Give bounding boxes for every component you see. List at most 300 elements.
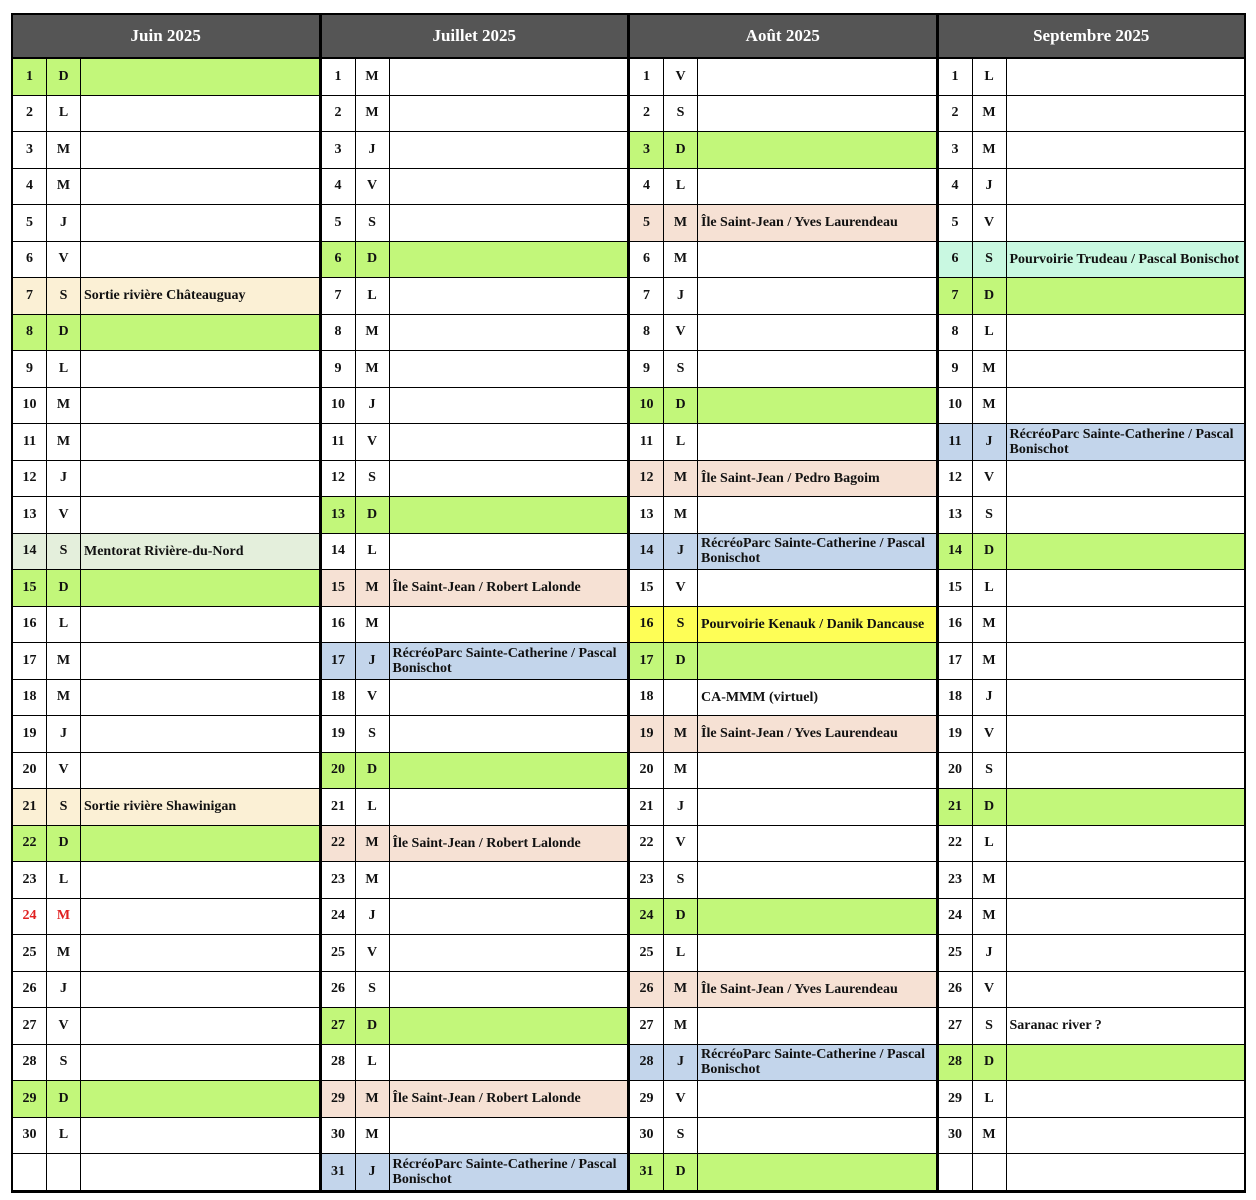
day-number: 12	[939, 461, 973, 497]
weekday-letter: L	[356, 789, 390, 825]
weekday-letter: M	[973, 96, 1007, 132]
weekday-letter: L	[356, 1045, 390, 1081]
event-cell	[81, 205, 319, 241]
day-row	[13, 680, 319, 717]
event-cell: Île Saint-Jean / Robert Lalonde	[392, 835, 581, 851]
day-row	[13, 862, 319, 899]
event-cell	[390, 424, 628, 460]
day-row	[13, 1008, 319, 1045]
event-cell	[1007, 315, 1245, 351]
weekday-letter: M	[47, 643, 81, 679]
day-row	[630, 534, 936, 571]
event-cell: RécréoParc Sainte-Catherine / Pascal Bonischot	[701, 536, 926, 567]
day-number: 11	[13, 424, 47, 460]
weekday-letter: L	[664, 424, 698, 460]
event-cell	[81, 826, 319, 862]
day-row	[13, 388, 319, 425]
day-row	[13, 607, 319, 644]
weekday-letter: V	[973, 716, 1007, 752]
day-number: 6	[630, 242, 664, 278]
weekday-letter	[664, 680, 698, 716]
event-cell	[698, 862, 936, 898]
event-cell	[1007, 643, 1245, 679]
weekday-letter: J	[356, 643, 390, 679]
weekday-letter: M	[973, 1118, 1007, 1154]
weekday-letter: M	[356, 1118, 390, 1154]
day-number	[939, 1154, 973, 1190]
event-cell	[1007, 935, 1245, 971]
month-column	[630, 15, 936, 1191]
day-row	[939, 972, 1245, 1009]
event-cell	[1007, 59, 1245, 95]
weekday-letter: L	[47, 1118, 81, 1154]
day-row	[13, 1045, 319, 1082]
day-row	[939, 1118, 1245, 1155]
event-cell	[1007, 205, 1245, 241]
weekday-letter: M	[973, 388, 1007, 424]
weekday-letter: M	[664, 753, 698, 789]
weekday-letter: S	[973, 753, 1007, 789]
event-cell	[81, 899, 319, 935]
day-row	[630, 862, 936, 899]
day-row	[630, 424, 936, 461]
event-cell	[390, 899, 628, 935]
day-row	[13, 315, 319, 352]
day-row	[322, 607, 628, 644]
event-cell	[81, 242, 319, 278]
weekday-letter: D	[664, 388, 698, 424]
event-cell	[1007, 1118, 1245, 1154]
weekday-letter: M	[356, 607, 390, 643]
weekday-letter: V	[973, 972, 1007, 1008]
day-row	[939, 680, 1245, 717]
event-cell	[390, 315, 628, 351]
day-row	[939, 570, 1245, 607]
day-row	[630, 716, 936, 753]
weekday-letter: V	[973, 461, 1007, 497]
day-number: 26	[13, 972, 47, 1008]
day-row	[630, 935, 936, 972]
weekday-letter: D	[47, 59, 81, 95]
weekday-letter: S	[47, 534, 81, 570]
day-row	[630, 169, 936, 206]
day-row	[322, 899, 628, 936]
day-number: 5	[630, 205, 664, 241]
day-row	[630, 1008, 936, 1045]
day-number: 10	[322, 388, 356, 424]
event-cell	[1007, 899, 1245, 935]
day-row	[13, 935, 319, 972]
event-cell	[1007, 862, 1245, 898]
day-number: 24	[13, 899, 47, 935]
weekday-letter: S	[356, 461, 390, 497]
day-number: 10	[13, 388, 47, 424]
day-row	[13, 351, 319, 388]
day-row	[322, 1154, 628, 1191]
weekday-letter: V	[664, 315, 698, 351]
day-number: 22	[939, 826, 973, 862]
day-row	[322, 132, 628, 169]
event-cell	[390, 205, 628, 241]
event-cell: Pourvoirie Trudeau / Pascal Bonischot	[1009, 251, 1240, 267]
day-row	[939, 1045, 1245, 1082]
weekday-letter: M	[664, 716, 698, 752]
day-row	[322, 59, 628, 96]
day-number: 14	[322, 534, 356, 570]
day-row	[939, 351, 1245, 388]
month-header: Juillet 2025	[322, 15, 628, 59]
day-row	[322, 862, 628, 899]
day-number: 29	[939, 1081, 973, 1117]
day-number: 2	[630, 96, 664, 132]
day-row	[630, 461, 936, 498]
event-cell: Île Saint-Jean / Yves Laurendeau	[701, 981, 898, 997]
day-number: 26	[939, 972, 973, 1008]
weekday-letter: M	[973, 899, 1007, 935]
event-cell	[81, 643, 319, 679]
day-number	[13, 1154, 47, 1190]
event-cell	[1007, 1045, 1245, 1081]
day-row	[13, 789, 319, 826]
day-number: 26	[322, 972, 356, 1008]
weekday-letter: D	[356, 497, 390, 533]
weekday-letter: S	[664, 96, 698, 132]
day-row	[939, 59, 1245, 96]
day-number: 22	[322, 826, 356, 862]
event-cell	[81, 680, 319, 716]
weekday-letter: V	[664, 59, 698, 95]
event-cell: Pourvoirie Kenauk / Danik Dancause	[701, 616, 925, 632]
month-column	[322, 15, 628, 1191]
day-row	[939, 935, 1245, 972]
event-cell	[81, 59, 319, 95]
day-number: 22	[630, 826, 664, 862]
weekday-letter: L	[356, 534, 390, 570]
event-cell	[1007, 169, 1245, 205]
day-row	[630, 59, 936, 96]
event-cell	[698, 643, 936, 679]
weekday-letter: S	[356, 972, 390, 1008]
weekday-letter: V	[47, 753, 81, 789]
day-number: 16	[939, 607, 973, 643]
event-cell	[698, 753, 936, 789]
day-number: 2	[13, 96, 47, 132]
event-cell	[1007, 570, 1245, 606]
weekday-letter: L	[47, 351, 81, 387]
day-row	[630, 497, 936, 534]
weekday-letter: J	[973, 424, 1007, 460]
day-number: 3	[322, 132, 356, 168]
day-row	[630, 388, 936, 425]
day-row	[322, 461, 628, 498]
day-number: 21	[13, 789, 47, 825]
weekday-letter: D	[664, 132, 698, 168]
day-row	[630, 351, 936, 388]
weekday-letter: D	[973, 534, 1007, 570]
weekday-letter: M	[356, 315, 390, 351]
day-row	[322, 570, 628, 607]
weekday-letter: D	[356, 1008, 390, 1044]
day-number: 22	[13, 826, 47, 862]
day-row	[13, 972, 319, 1009]
weekday-letter: S	[664, 607, 698, 643]
event-cell	[390, 607, 628, 643]
weekday-letter: M	[664, 497, 698, 533]
day-row	[13, 424, 319, 461]
weekday-letter: M	[356, 570, 390, 606]
day-number: 24	[939, 899, 973, 935]
month-header: Août 2025	[630, 15, 936, 59]
day-number: 7	[13, 278, 47, 314]
day-number: 4	[939, 169, 973, 205]
day-number: 9	[322, 351, 356, 387]
day-row	[322, 1118, 628, 1155]
day-number: 7	[630, 278, 664, 314]
day-row	[322, 789, 628, 826]
day-row	[322, 424, 628, 461]
day-number: 15	[939, 570, 973, 606]
day-row	[939, 789, 1245, 826]
day-row	[939, 899, 1245, 936]
day-number: 10	[630, 388, 664, 424]
event-cell	[81, 461, 319, 497]
event-cell: RécréoParc Sainte-Catherine / Pascal Bonischot	[1009, 426, 1234, 457]
day-row	[630, 1154, 936, 1191]
event-cell	[698, 96, 936, 132]
day-number: 29	[322, 1081, 356, 1117]
day-number: 20	[13, 753, 47, 789]
event-cell	[390, 242, 628, 278]
day-row	[322, 205, 628, 242]
event-cell	[390, 716, 628, 752]
day-row	[939, 461, 1245, 498]
weekday-letter: M	[973, 643, 1007, 679]
day-row	[939, 132, 1245, 169]
day-number: 19	[322, 716, 356, 752]
day-row	[939, 826, 1245, 863]
day-number: 9	[630, 351, 664, 387]
event-cell: Île Saint-Jean / Robert Lalonde	[392, 1091, 581, 1107]
event-cell	[698, 242, 936, 278]
day-row	[939, 497, 1245, 534]
day-row	[939, 315, 1245, 352]
day-row	[13, 899, 319, 936]
day-row	[13, 278, 319, 315]
day-number: 17	[322, 643, 356, 679]
event-cell: Île Saint-Jean / Yves Laurendeau	[701, 215, 898, 231]
day-number: 15	[13, 570, 47, 606]
day-row	[939, 643, 1245, 680]
weekday-letter	[973, 1154, 1007, 1190]
event-cell	[1007, 351, 1245, 387]
weekday-letter: L	[47, 96, 81, 132]
day-number: 1	[322, 59, 356, 95]
event-cell	[390, 972, 628, 1008]
weekday-letter: M	[356, 351, 390, 387]
day-number: 18	[630, 680, 664, 716]
event-cell	[1007, 96, 1245, 132]
day-number: 11	[939, 424, 973, 460]
day-number: 27	[630, 1008, 664, 1044]
day-row	[13, 570, 319, 607]
weekday-letter: M	[356, 59, 390, 95]
weekday-letter: S	[47, 789, 81, 825]
event-cell	[390, 789, 628, 825]
day-number: 23	[322, 862, 356, 898]
day-row	[939, 96, 1245, 133]
weekday-letter: L	[973, 1081, 1007, 1117]
event-cell	[81, 132, 319, 168]
weekday-letter: M	[47, 899, 81, 935]
day-number: 30	[630, 1118, 664, 1154]
weekday-letter: S	[664, 351, 698, 387]
day-row	[13, 826, 319, 863]
day-number: 28	[630, 1045, 664, 1081]
weekday-letter: J	[356, 899, 390, 935]
event-cell	[698, 899, 936, 935]
weekday-letter: M	[47, 935, 81, 971]
event-cell	[698, 1118, 936, 1154]
event-cell	[698, 1154, 936, 1190]
weekday-letter: S	[47, 278, 81, 314]
day-row	[630, 972, 936, 1009]
day-row	[322, 242, 628, 279]
weekday-letter: M	[664, 1008, 698, 1044]
day-number: 14	[630, 534, 664, 570]
day-row	[939, 607, 1245, 644]
day-number: 20	[322, 753, 356, 789]
day-number: 1	[630, 59, 664, 95]
weekday-letter	[47, 1154, 81, 1190]
day-number: 8	[630, 315, 664, 351]
event-cell	[390, 132, 628, 168]
event-cell	[390, 169, 628, 205]
day-number: 20	[630, 753, 664, 789]
day-row	[322, 169, 628, 206]
day-row	[939, 424, 1245, 461]
event-cell: CA-MMM (virtuel)	[701, 689, 819, 705]
weekday-letter: D	[47, 1081, 81, 1117]
weekday-letter: V	[47, 1008, 81, 1044]
weekday-letter: S	[664, 862, 698, 898]
day-number: 18	[322, 680, 356, 716]
event-cell: Sortie rivière Châteauguay	[84, 288, 246, 304]
event-cell	[390, 935, 628, 971]
weekday-letter: J	[356, 388, 390, 424]
day-number: 3	[13, 132, 47, 168]
day-row	[939, 1154, 1245, 1191]
event-cell	[81, 753, 319, 789]
event-cell	[1007, 497, 1245, 533]
day-row	[630, 680, 936, 717]
event-cell	[390, 534, 628, 570]
day-number: 15	[322, 570, 356, 606]
day-number: 25	[939, 935, 973, 971]
weekday-letter: V	[356, 169, 390, 205]
weekday-letter: M	[47, 424, 81, 460]
day-number: 6	[322, 242, 356, 278]
day-row	[13, 96, 319, 133]
weekday-letter: M	[973, 607, 1007, 643]
day-row	[939, 205, 1245, 242]
weekday-letter: V	[47, 497, 81, 533]
event-cell	[81, 497, 319, 533]
day-row	[322, 315, 628, 352]
weekday-letter: L	[664, 169, 698, 205]
day-row	[939, 1008, 1245, 1045]
event-cell: RécréoParc Sainte-Catherine / Pascal Bonischot	[392, 1156, 617, 1187]
event-cell	[390, 278, 628, 314]
event-cell	[698, 570, 936, 606]
day-row	[630, 315, 936, 352]
weekday-letter: V	[664, 570, 698, 606]
weekday-letter: M	[973, 351, 1007, 387]
day-row	[322, 1008, 628, 1045]
day-number: 12	[13, 461, 47, 497]
month-header: Juin 2025	[13, 15, 319, 59]
day-number: 19	[630, 716, 664, 752]
day-number: 4	[630, 169, 664, 205]
day-number: 5	[13, 205, 47, 241]
day-row	[630, 753, 936, 790]
weekday-letter: S	[973, 242, 1007, 278]
weekday-letter: D	[47, 570, 81, 606]
event-cell	[1007, 388, 1245, 424]
day-number: 27	[322, 1008, 356, 1044]
weekday-letter: S	[356, 716, 390, 752]
day-row	[630, 643, 936, 680]
day-number: 30	[322, 1118, 356, 1154]
event-cell	[698, 169, 936, 205]
weekday-letter: D	[973, 1045, 1007, 1081]
day-number: 9	[13, 351, 47, 387]
event-cell	[698, 278, 936, 314]
day-number: 28	[939, 1045, 973, 1081]
day-number: 27	[939, 1008, 973, 1044]
weekday-letter: D	[664, 643, 698, 679]
event-cell: Mentorat Rivière-du-Nord	[84, 543, 244, 559]
day-number: 12	[322, 461, 356, 497]
day-row	[322, 972, 628, 1009]
event-cell	[81, 315, 319, 351]
day-number: 21	[322, 789, 356, 825]
weekday-letter: V	[356, 680, 390, 716]
weekday-letter: D	[356, 242, 390, 278]
event-cell	[1007, 972, 1245, 1008]
day-row	[630, 899, 936, 936]
day-number: 23	[939, 862, 973, 898]
event-cell: RécréoParc Sainte-Catherine / Pascal Bonischot	[701, 1047, 926, 1078]
day-number: 7	[939, 278, 973, 314]
event-cell	[698, 59, 936, 95]
day-number: 14	[939, 534, 973, 570]
day-number: 6	[13, 242, 47, 278]
day-number: 4	[322, 169, 356, 205]
day-row	[939, 753, 1245, 790]
weekday-letter: D	[973, 278, 1007, 314]
day-row	[13, 461, 319, 498]
day-number: 28	[13, 1045, 47, 1081]
event-cell	[81, 862, 319, 898]
day-row	[13, 534, 319, 571]
event-cell: RécréoParc Sainte-Catherine / Pascal Bonischot	[392, 645, 617, 676]
day-number: 13	[630, 497, 664, 533]
day-number: 3	[939, 132, 973, 168]
weekday-letter: M	[47, 169, 81, 205]
weekday-letter: J	[47, 972, 81, 1008]
day-number: 9	[939, 351, 973, 387]
day-number: 14	[13, 534, 47, 570]
